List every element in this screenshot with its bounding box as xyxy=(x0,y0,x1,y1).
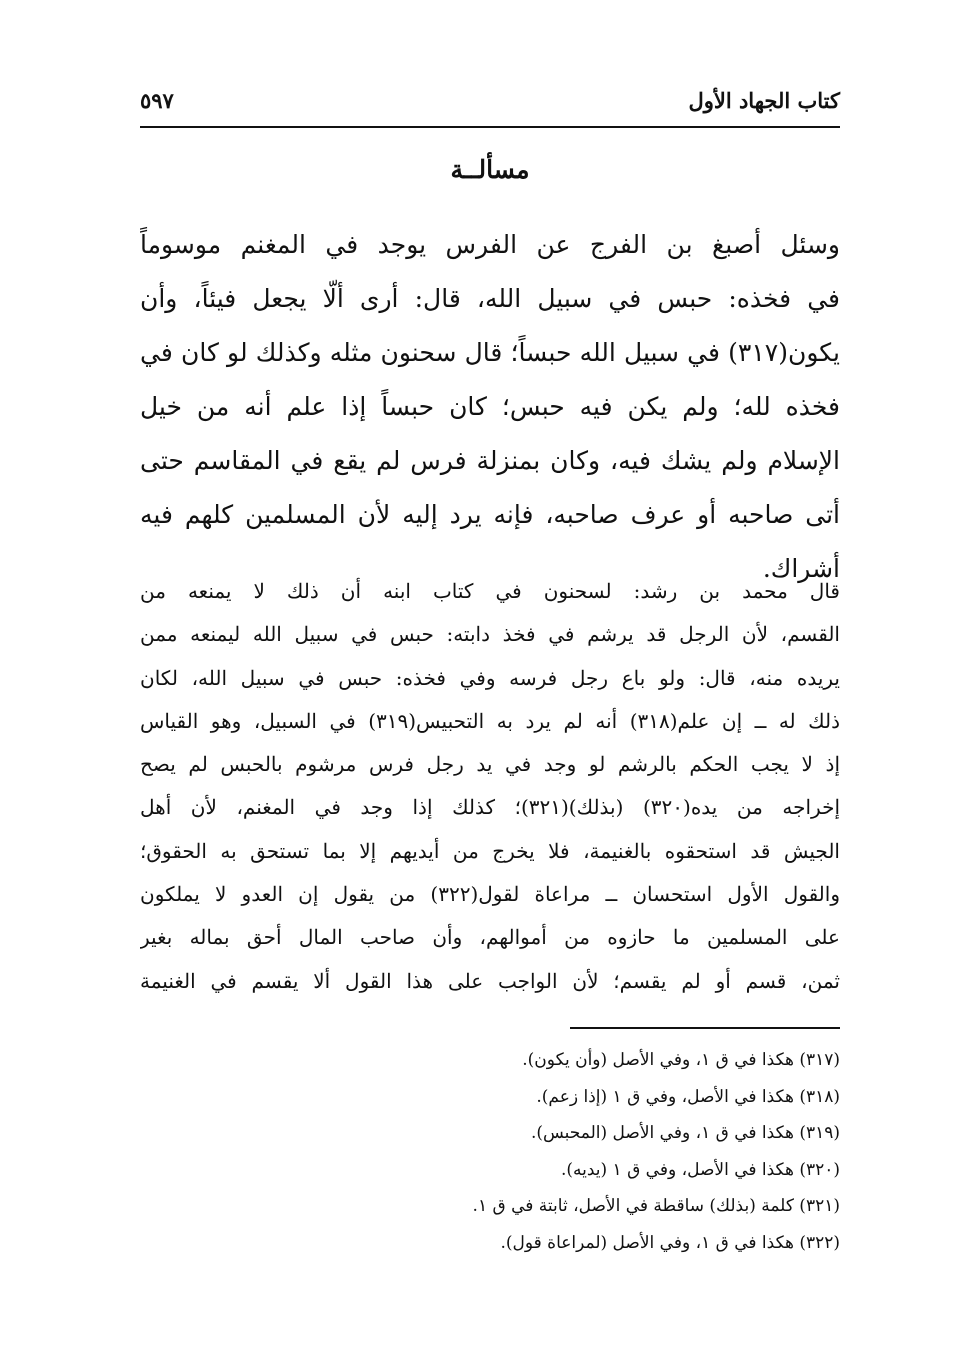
paragraph-line: ذلك له ــ إن علم(٣١٨) أنه لم يرد به التحبيس(٣١٩) في السبيل، وهو القياس xyxy=(140,708,840,733)
section-title: مسألــة xyxy=(450,155,530,184)
footnote: (٣٢١) كلمة (بذلك) ساقطة في الأصل، ثابتة في ق ١. xyxy=(472,1196,840,1216)
paragraph-line: الجيش قد استحقوه بالغنيمة، فلا يخرج من أيديهم إلا بما تستحق به الحقوق؛ xyxy=(140,838,840,863)
footnote: (٣١٨) هكذا في الأصل، وفي ق ١ (إذا زعم). xyxy=(536,1086,840,1107)
paragraph-line: إذ لا يجب الحكم بالرشم لو وجد في يد رجل فرس مرشوم بالحبس لم يصح xyxy=(140,752,840,777)
paragraph-line: وسئل أصبغ بن الفرج عن الفرس يوجد في المغنم موسوماً xyxy=(140,230,840,259)
page-number: ٥٩٧ xyxy=(140,88,174,113)
paragraph-line: قال محمد بن رشد: لسحنون في كتاب ابنه أن ذلك لا يمنعه من xyxy=(140,579,840,603)
paragraph-line: فخذه لله؛ ولم يكن فيه حبس؛ كان حبساً إذا علم أنه من خيل xyxy=(140,392,840,421)
footnote: (٣١٩) هكذا في ق ١، وفي الأصل (المحبس). xyxy=(530,1123,840,1143)
paragraph-line: على المسلمين ما حازوه من أموالهم، وأن صاحب المال أحق بماله بغير xyxy=(140,925,840,950)
paragraph-line: إخراجه من يده(٣٢٠) (بذلك)(٣٢١)؛ كذلك إذا وجد في المغنم، لأن أهل xyxy=(140,795,840,820)
running-title: كتاب الجهاد الأول xyxy=(688,88,840,113)
paragraph-line: في فخذه: حبس في سبيل الله، قال: أرى ألّا يجعل فيئاً، وأن xyxy=(140,284,840,313)
paragraph-line: القسم، لأن الرجل قد يرشم في فخذ دابته: حبس في سبيل الله ليمنعه ممن xyxy=(140,622,840,647)
page-header xyxy=(140,86,840,128)
footnotes xyxy=(140,1042,840,1261)
paragraph-line: يريده منه، قال: ولو باع رجل فرسه وفي فخذه: حبس في سبيل الله، لكان xyxy=(140,665,840,690)
paragraph-line: الإسلام ولم يشك فيه، وكان بمنزلة فرس لم يقع في المقاسم حتى xyxy=(140,446,840,475)
paragraph-line: يكون(٣١٧) في سبيل الله حبساً؛ قال سحنون مثله وكذلك لو كان في xyxy=(140,338,840,367)
paragraph-line: ثمن، قسم أو لم يقسم؛ لأن الواجب على هذا القول ألا يقسم في الغنيمة xyxy=(140,968,840,993)
footnote: (٣٢٢) هكذا في ق ١، وفي الأصل (لمراعاة قول). xyxy=(500,1232,840,1253)
paragraph-line: والقول الأول استحسان ــ مراعاة لقول(٣٢٢) من يقول إن العدو لا يملكون xyxy=(140,882,840,907)
paragraph-line: أشراك. xyxy=(762,554,840,583)
paragraph-line: أتى صاحبه أو عرف صاحبه، فإنه يرد إليه لأن المسلمين كلهم فيه xyxy=(140,500,840,529)
footnote-divider xyxy=(570,1027,840,1029)
paragraph-1 xyxy=(140,218,840,596)
footnote: (٣١٧) هكذا في ق ١، وفي الأصل (وأن يكون). xyxy=(522,1050,840,1070)
paragraph-2 xyxy=(140,570,840,1003)
footnote: (٣٢٠) هكذا في الأصل، وفي ق ١ (يديه). xyxy=(560,1159,840,1180)
